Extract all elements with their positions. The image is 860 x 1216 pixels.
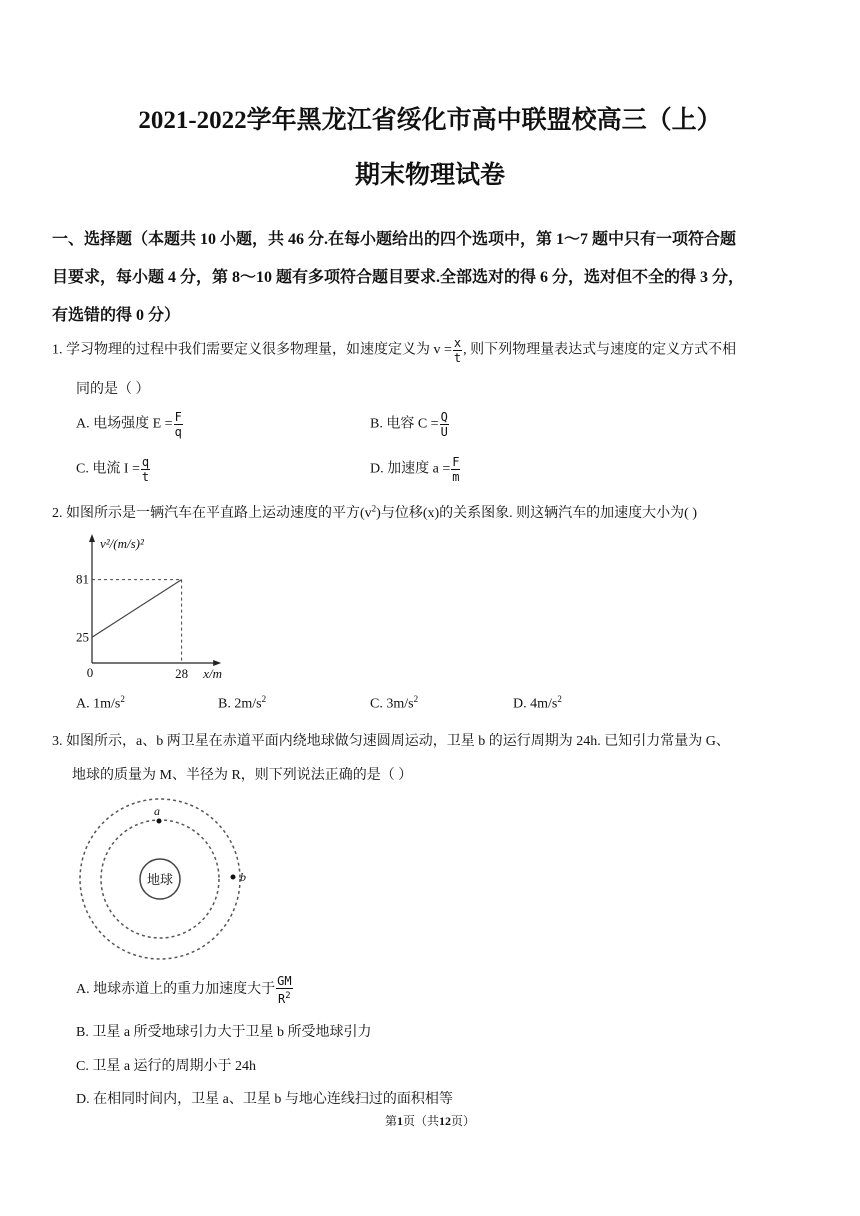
fraction-denominator: t [453, 351, 462, 365]
option-fraction [141, 455, 150, 484]
option-label: B. 电容 C = [370, 416, 439, 432]
satellite-b-dot [231, 875, 236, 880]
fraction-denominator: U [440, 425, 448, 439]
fraction-numerator: x [453, 336, 462, 350]
q3-option-d: D. 在相同时间内，卫星 a、卫星 b 与地心连线扫过的面积相等 [76, 1092, 453, 1107]
q1-option-c [76, 455, 151, 484]
option-text: D. 4m/s [513, 696, 558, 712]
orbit-diagram [70, 795, 270, 965]
option-sup: 2 [557, 694, 562, 704]
option-fraction [276, 974, 292, 1006]
y-tick-label: 81 [76, 571, 89, 587]
q2-stem-text: )的关系图象. 则这辆汽车的加速度大小为( ) [434, 506, 697, 521]
page-title-line1: 2021-2022学年黑龙江省绥化市高中联盟校高三（上） [138, 107, 722, 134]
fraction-numerator: Q [440, 410, 448, 424]
option-label: A. 地球赤道上的重力加速度大于 [76, 982, 276, 998]
fraction-numerator: F [452, 455, 460, 469]
q1-stem-text: 1. 学习物理的过程中我们需要定义很多物理量，如速度定义为 v = [52, 342, 452, 358]
x-tick-label: 28 [175, 666, 189, 681]
footer-text: 页） [451, 1114, 476, 1128]
q2-stem-sup: 2 [371, 503, 377, 514]
option-fraction [174, 410, 183, 439]
q2-stem-text: )与位移( [376, 506, 428, 521]
fraction-denominator: m [452, 470, 460, 484]
fraction-numerator: q [141, 455, 150, 469]
option-label: C. 电流 I = [76, 461, 140, 477]
page-title-line2: 期末物理试卷 [354, 162, 505, 189]
earth-label: 地球 [146, 872, 174, 887]
v2-x-graph [72, 532, 272, 682]
denominator-base: R [278, 992, 286, 1006]
q2-option-a [76, 694, 125, 713]
option-label: A. 电场强度 E = [76, 416, 173, 432]
satellite-a-label: a [154, 804, 160, 818]
section-header-line3: 有选错的得 0 分） [52, 307, 181, 324]
denominator-sup: 2 [285, 991, 291, 1001]
footer-page-number: 1 [396, 1114, 403, 1128]
origin-label: 0 [86, 665, 94, 680]
option-label: D. 加速度 a = [370, 461, 451, 477]
q2-option-d [513, 694, 562, 713]
satellite-b-label: b [240, 870, 246, 884]
option-sup: 2 [120, 694, 125, 704]
q3-option-c: C. 卫星 a 运行的周期小于 24h [76, 1059, 257, 1074]
option-sup: 2 [413, 694, 419, 704]
fraction-numerator: F [174, 410, 182, 424]
q2-stem-var: x [427, 506, 435, 521]
q1-velocity-fraction [453, 336, 462, 365]
page-footer [0, 1112, 860, 1129]
q1-stem-text-after: , 则下列物理量表达式与速度的定义方式不相 [463, 342, 737, 358]
q2-stem-var: v [364, 506, 372, 521]
section-header-line1: 一、选择题（本题共 10 小题，共 46 分.在每小题给出的四个选项中，第 1～7 题中只有一项符合题 [52, 231, 737, 248]
y-tick-label: 25 [76, 629, 89, 645]
option-text: B. 2m/s [218, 696, 262, 712]
fraction-denominator [277, 989, 292, 1006]
fraction-numerator: GM [277, 974, 292, 988]
q1-option-b [370, 410, 450, 439]
q3-option-a [76, 974, 294, 1006]
q1-option-d [370, 455, 461, 484]
option-text: A. 1m/s [76, 696, 121, 712]
q3-option-b: B. 卫星 a 所受地球引力大于卫星 b 所受地球引力 [76, 1025, 372, 1040]
option-fraction [440, 410, 449, 439]
question-1-stem-line2: 同的是（ ） [76, 382, 150, 397]
y-axis-label: v²/(m/s)² [100, 536, 144, 551]
question-3-stem-line1: 3. 如图所示，a、b 两卫星在赤道平面内绕地球做匀速圆周运动，卫星 b 的运行周期为 24h. 已知引力常量为 G、 [52, 734, 730, 749]
x-axis-label: x/m [203, 666, 222, 681]
question-2-stem [52, 502, 697, 522]
footer-text: 第 [384, 1114, 397, 1128]
question-3-stem-line2: 地球的质量为 M、半径为 R，则下列说法正确的是（ ） [72, 768, 413, 783]
satellite-a-dot [157, 819, 162, 824]
fraction-denominator: t [141, 470, 150, 484]
q2-option-b [218, 694, 266, 713]
footer-text: 页（共 [402, 1114, 439, 1128]
option-fraction [451, 455, 460, 484]
footer-total-pages: 12 [439, 1114, 451, 1128]
q2-stem-text: 2. 如图所示是一辆汽车在平直路上运动速度的平方( [52, 506, 365, 521]
series-line [92, 580, 182, 638]
y-axis-arrow [89, 534, 95, 542]
option-text: C. 3m/s [370, 696, 414, 712]
option-sup: 2 [261, 694, 267, 704]
section-header-line2: 目要求，每小题 4 分，第 8～10 题有多项符合题目要求.全部选对的得 6 分，选对但不全的得 3 分， [52, 269, 745, 286]
q2-option-c [370, 694, 418, 713]
fraction-denominator: q [174, 425, 182, 439]
q1-option-a [76, 410, 184, 439]
question-1-stem [52, 336, 736, 365]
